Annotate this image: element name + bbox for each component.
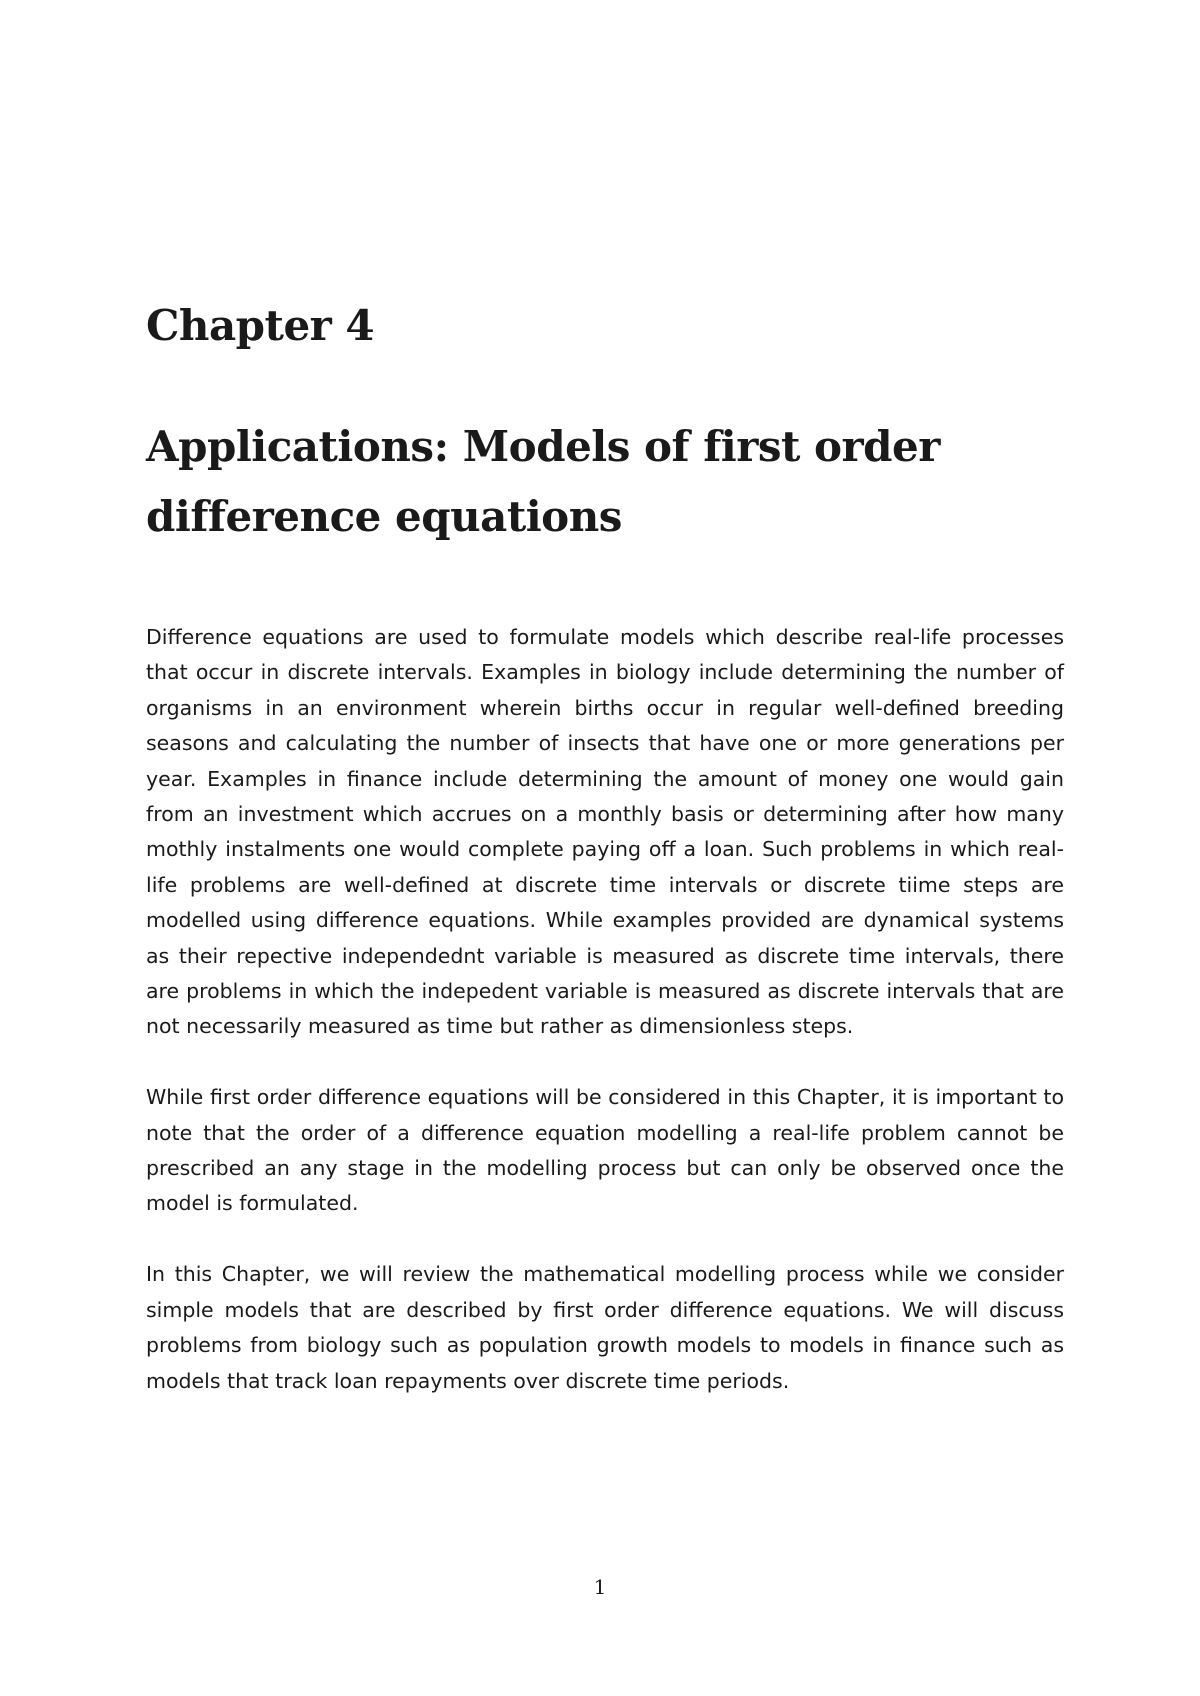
page-number: 1 — [593, 1575, 607, 1599]
chapter-body — [146, 620, 1064, 1434]
paragraph-intro: Difference equations are used to formulate models which describe real-life processes that occur in discrete intervals. Examples in biology include determining the number of organisms in an environment wherein births occur in regular well-defined breeding seasons and calculating the number of insects that have one or more generations per year. Examples in finance include determining the amount of money one would gain from an investment which accrues on a monthly basis or determining after how many mothly instalments one would complete paying off a loan. Such problems in which real-life problems are well-defined at discrete time intervals or discrete tiime steps are modelled using difference equations. While examples provided are dynamical systems as their repective independednt variable is measured as discrete time intervals, there are problems in which the indepedent variable is measured as discrete intervals that are not necessarily measured as time but rather as dimensionless steps. — [146, 625, 1064, 1039]
chapter-label: Chapter 4 — [146, 301, 375, 350]
paragraph-order-note: While first order difference equations will be considered in this Chapter, it is important to note that the order of a difference equation modelling a real-life problem cannot be prescribed an any stage in the modelling process but can only be observed once the model is formulated. — [146, 1085, 1064, 1216]
chapter-title: Applications: Models of first order difference equations — [146, 422, 940, 541]
paragraph-chapter-overview: In this Chapter, we will review the mathematical modelling process while we consider simple models that are described by first order difference equations. We will discuss problems from biology such as population growth models to models in finance such as models that track loan repayments over discrete time periods. — [146, 1262, 1064, 1393]
